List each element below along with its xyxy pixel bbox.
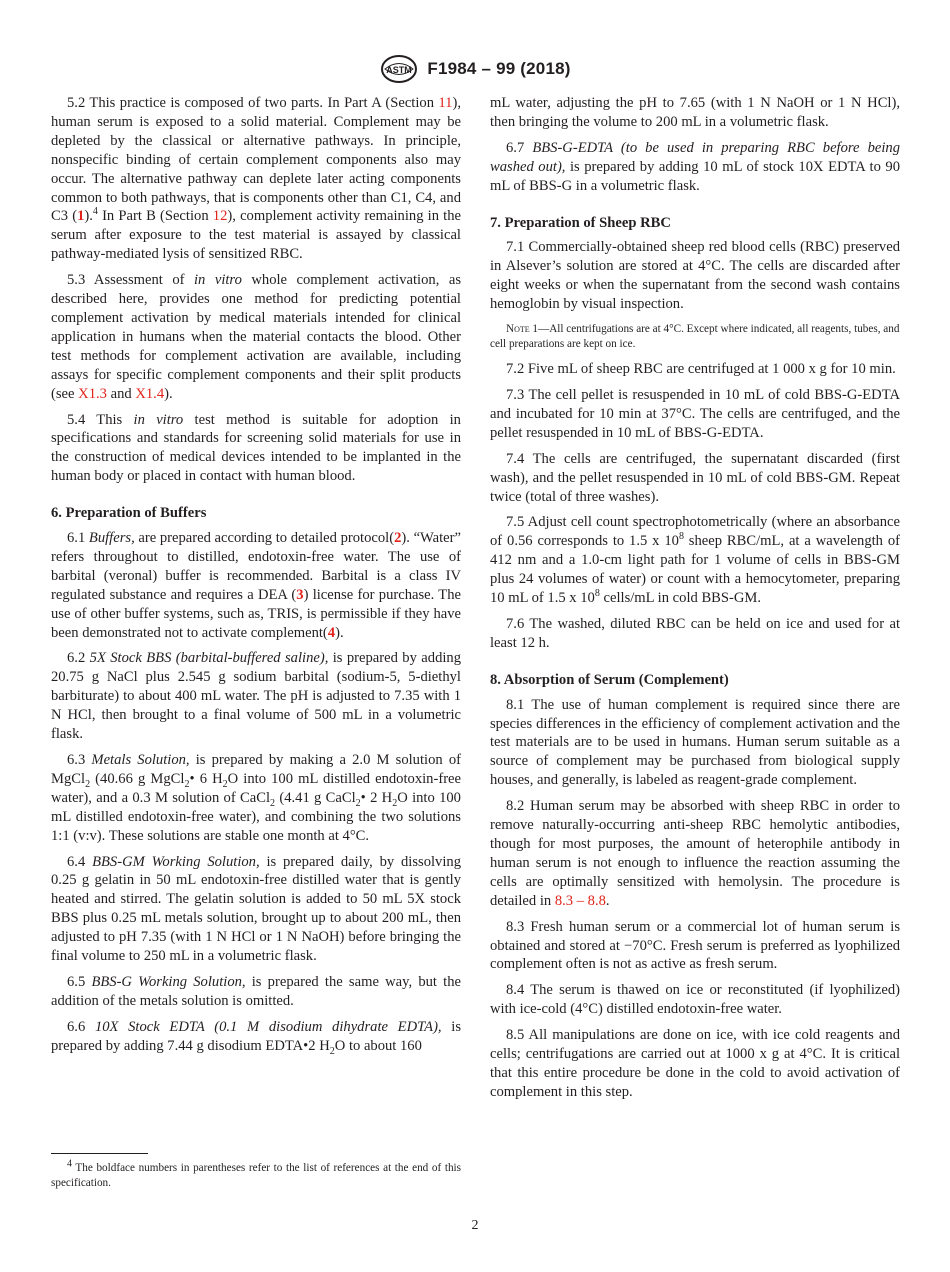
right-column [490, 94, 900, 1109]
paragraph-6-5: 6.5 BBS-G Working Solution, is prepared the same way, but the addition of the metals solution is omitted. [51, 973, 461, 1009]
paragraph-6-3: 6.3 Metals Solution, is prepared by making a 2.0 M solution of MgCl$_2$ (40.66 g MgCl$_2$• 6 $H_2O$ into 100 mL distilled endotoxin-free water), and a 0.3 M solution of CaCl$_2$ (4.41 g CaCl$_2$• 2 $H_2O$ into 100 mL distilled endotoxin-free water), and combining the two solutions 1:1 (v:v). These solutions are stable one month at 4°C. [51, 752, 462, 844]
link-ref-3[interactable]: 3 [296, 586, 304, 603]
paragraph-6-1: 6.1 Buffers, are prepared according to detailed protocol(2). “Water” refers throughout to distilled, endotoxin-free water. The use of barbital (veronal) buffer is recommended. Barbital is a class IV regulated substance and requires a DEA (3) license for purchase. The use of other buffer systems, such as, TRIS, is permissible if they have been demonstrated not to activate complement(4). [51, 530, 462, 641]
paragraph-5-3: 5.3 Assessment of in vitro whole complement activation, as described here, provides one method for predicting potential complement activation by medical materials intended for clinical application in humans when the material contacts the blood. Other test methods for complement activation are available, including assays for specific complement components and their split products (see X1.3 and X1.4). [51, 272, 461, 402]
paragraph-8-2: 8.2 Human serum may be absorbed with sheep RBC in order to remove naturally-occurring anti-sheep RBC hemolytic antibodies, though for most purposes, the amount of heterophile antibody in human serum is not enough to influence the reaction assuming the cells are optimally sensitized with hemolysin. The procedure is detailed in 8.3 – 8.8. [490, 798, 900, 909]
note-1: Note 1—All centrifugations are at 4°C. Except where indicated, all reagents, tubes, and cell preparations are kept on ice. [490, 323, 900, 351]
paragraph-7-2: 7.2 Five mL of sheep RBC are centrifuged at 1 000 x g for 10 min. [506, 361, 896, 378]
footnote-4: $^4$ The boldface numbers in parentheses refer to the list of references at the end of this specification. [51, 1158, 461, 1189]
link-section-11[interactable]: 11 [438, 95, 453, 111]
page-header [0, 52, 950, 86]
heading-section-6: 6. Preparation of Buffers [51, 505, 207, 522]
document-id: F1984 – 99 (2018) [427, 59, 571, 78]
link-x1-3[interactable]: X1.3 [78, 385, 107, 402]
link-8-3-to-8-8[interactable]: 8.3 – 8.8 [554, 892, 606, 909]
paragraph-7-1: 7.1 Commercially-obtained sheep red blood cells (RBC) preserved in Alsever’s solution are stored at 4°C. The cells are discarded after eight weeks or when the supernatant from the second wash contains hemoglobin by visual inspection. [490, 239, 900, 313]
footnote-divider [51, 1153, 148, 1154]
paragraph-7-5: 7.5 Adjust cell count spectrophotometrically (where an absorbance of 0.56 corresponds to 1.5 x $10^8$ sheep RBC/mL, at a wavelength of 412 nm and a 1.0-cm light path for 1 volume of cells in BBS-GM plus 24 volumes of water) or count with a hemocytometer, preparing 10 mL of 1.5 x $10^8$ cells/mL in cold BBS-GM. [490, 514, 900, 607]
link-section-12[interactable]: 12 [212, 208, 228, 225]
paragraph-8-4: 8.4 The serum is thawed on ice or reconstituted (if lyophilized) with ice-cold (4°C) distilled endotoxin-free water. [490, 982, 900, 1018]
astm-logo-icon [379, 54, 419, 84]
link-ref-2[interactable]: 2 [394, 530, 402, 547]
link-ref-1[interactable]: 1 [77, 208, 85, 225]
paragraph-6-6-continued: mL water, adjusting the pH to 7.65 (with 1 N NaOH or 1 N HCl), then bringing the volume to 200 mL in a volumetric flask. [490, 95, 900, 130]
paragraph-6-7: 6.7 BBS-G-EDTA (to be used in preparing RBC before being washed out), is prepared by adding 10 mL of stock 10X EDTA to 90 mL of BBS-G in a volumetric flask. [490, 139, 901, 194]
paragraph-7-3: 7.3 The cell pellet is resuspended in 10 mL of cold BBS-G-EDTA and incubated for 10 min at 37°C. The cells are centrifuged, and the pellet resuspended in 10 mL of BBS-G-EDTA. [490, 386, 900, 441]
paragraph-6-6: 6.6 10X Stock EDTA (0.1 M disodium dihydrate EDTA), is prepared by adding 7.44 g disodium EDTA•2 $H_2O$ to about 160 [51, 1018, 462, 1057]
footnote-marker-4[interactable]: 4 [92, 206, 98, 218]
paragraph-8-5: 8.5 All manipulations are done on ice, with ice cold reagents and cells; centrifugations are carried out at 1000 x g at 4°C. It is critical that this entire procedure be done in the cold to avoid activation of complement in this step. [490, 1027, 900, 1100]
paragraph-6-4: 6.4 BBS-GM Working Solution, is prepared daily, by dissolving 0.25 g gelatin in 50 mL endotoxin-free distilled water that is gently heated and stirred. The gelatin solution is added to 50 mL 5X stock BBS plus 0.25 mL metals solution, brought up to about 200 mL, then adjusted to pH 7.35 (with 1 N HCl or 1 N NaOH) before bringing the final volume to 250 mL in a volumetric flask. [51, 853, 462, 965]
heading-section-8: 8. Absorption of Serum (Complement) [490, 671, 729, 688]
paragraph-8-1: 8.1 The use of human complement is required since there are species differences in the efficiency of complement activation and the test materials are to be used in humans. Human serum suitable as a source of complement may be purchased from biological supply houses, and generally, is labeled as reagent-grade complement. [490, 696, 900, 789]
paragraph-6-2: 6.2 5X Stock BBS (barbital-buffered saline), is prepared by adding 20.75 g NaCl plus 2.545 g sodium barbital (sodium-5, 5-diethyl barbiturate) to about 400 mL water. The pH is adjusted to 7.35 with 1 N HCl, then brought to a final volume of 500 mL in a volumetric flask. [51, 650, 462, 743]
heading-section-7: 7. Preparation of Sheep RBC [490, 214, 671, 231]
paragraph-7-6: 7.6 The washed, diluted RBC can be held on ice and used for at least 12 h. [490, 615, 900, 651]
paragraph-5-4: 5.4 This in vitro test method is suitable for adoption in specifications and standards for screening solid materials for use in the construction of medical devices intended to be implanted in the human body or placed in contact with human blood. [51, 411, 461, 485]
paragraph-7-4: 7.4 The cells are centrifuged, the supernatant discarded (first wash), and the pellet resuspended in 10 mL of cold BBS-GM. Repeat twice (total of three washes). [490, 450, 900, 505]
page-number: 2 [471, 1218, 479, 1233]
paragraph-8-3: 8.3 Fresh human serum or a commercial lot of human serum is obtained and stored at −70°C. Fresh serum is preferred as lyophilized complement often is not as active as fresh serum. [490, 918, 900, 973]
paragraph-5-2: 5.2 This practice is composed of two parts. In Part A (Section 11), human serum is exposed to a solid material. Complement may be depleted by the classical or alternative pathways. In principle, nonspecific binding of certain complement components also may occur. The alternative pathway can deplete later acting components common to both pathways, that is components other than C1, C4, and C3 (1).$^4$ In Part B (Section 12), complement activity remaining in the serum after exposure to the test material is assayed by classical pathway-mediated lysis of sensitized RBC. [51, 95, 462, 263]
logo-text: ASTM [386, 65, 413, 75]
link-ref-4[interactable]: 4 [327, 624, 336, 641]
left-column [51, 94, 461, 1063]
link-x1-4[interactable]: X1.4 [135, 385, 165, 402]
